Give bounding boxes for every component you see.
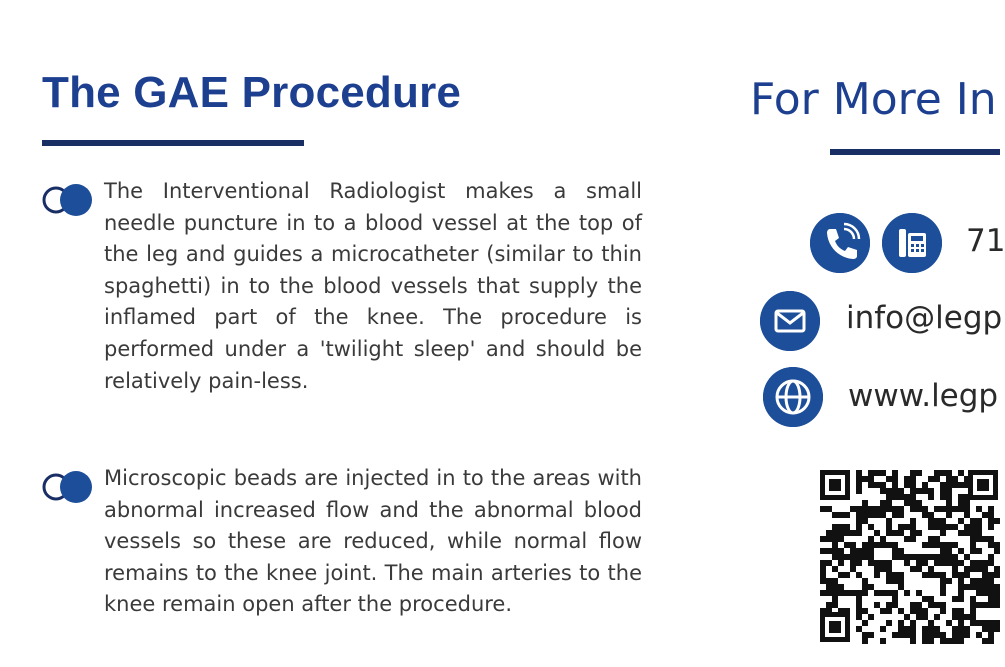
title-underline	[42, 140, 304, 146]
double-circle-bullet-icon	[40, 180, 100, 220]
section-title: The GAE Procedure	[42, 68, 462, 117]
email-icon	[760, 291, 820, 351]
email-text[interactable]: info@legp	[846, 300, 1003, 336]
globe-icon	[763, 367, 823, 427]
phone-icon	[810, 213, 870, 273]
procedure-step-1-text: The Interventional Radiologist makes a small needle puncture in to a blood vessel at the top of the leg and guides a microcatheter (similar to thin spaghetti) in to the blood vessels that supply the inflamed part of the knee. The procedure is performed under a 'twilight sleep' and should be relatively pain-less.	[104, 179, 642, 393]
website-text[interactable]: www.legp	[848, 378, 999, 414]
qr-code[interactable]	[818, 468, 1000, 644]
contact-title: For More In	[750, 74, 997, 125]
office-phone-icon	[882, 213, 942, 273]
procedure-step-2-text: Microscopic beads are injected in to the areas with abnormal increased flow and the abnormal blood vessels so these are reduced, while normal flow remains to the knee joint. The main arteries to the knee remain open after the procedure.	[104, 466, 642, 617]
double-circle-bullet-icon	[40, 467, 100, 507]
contact-title-underline	[830, 149, 1000, 155]
phone-number-text[interactable]: 71	[966, 223, 1005, 259]
